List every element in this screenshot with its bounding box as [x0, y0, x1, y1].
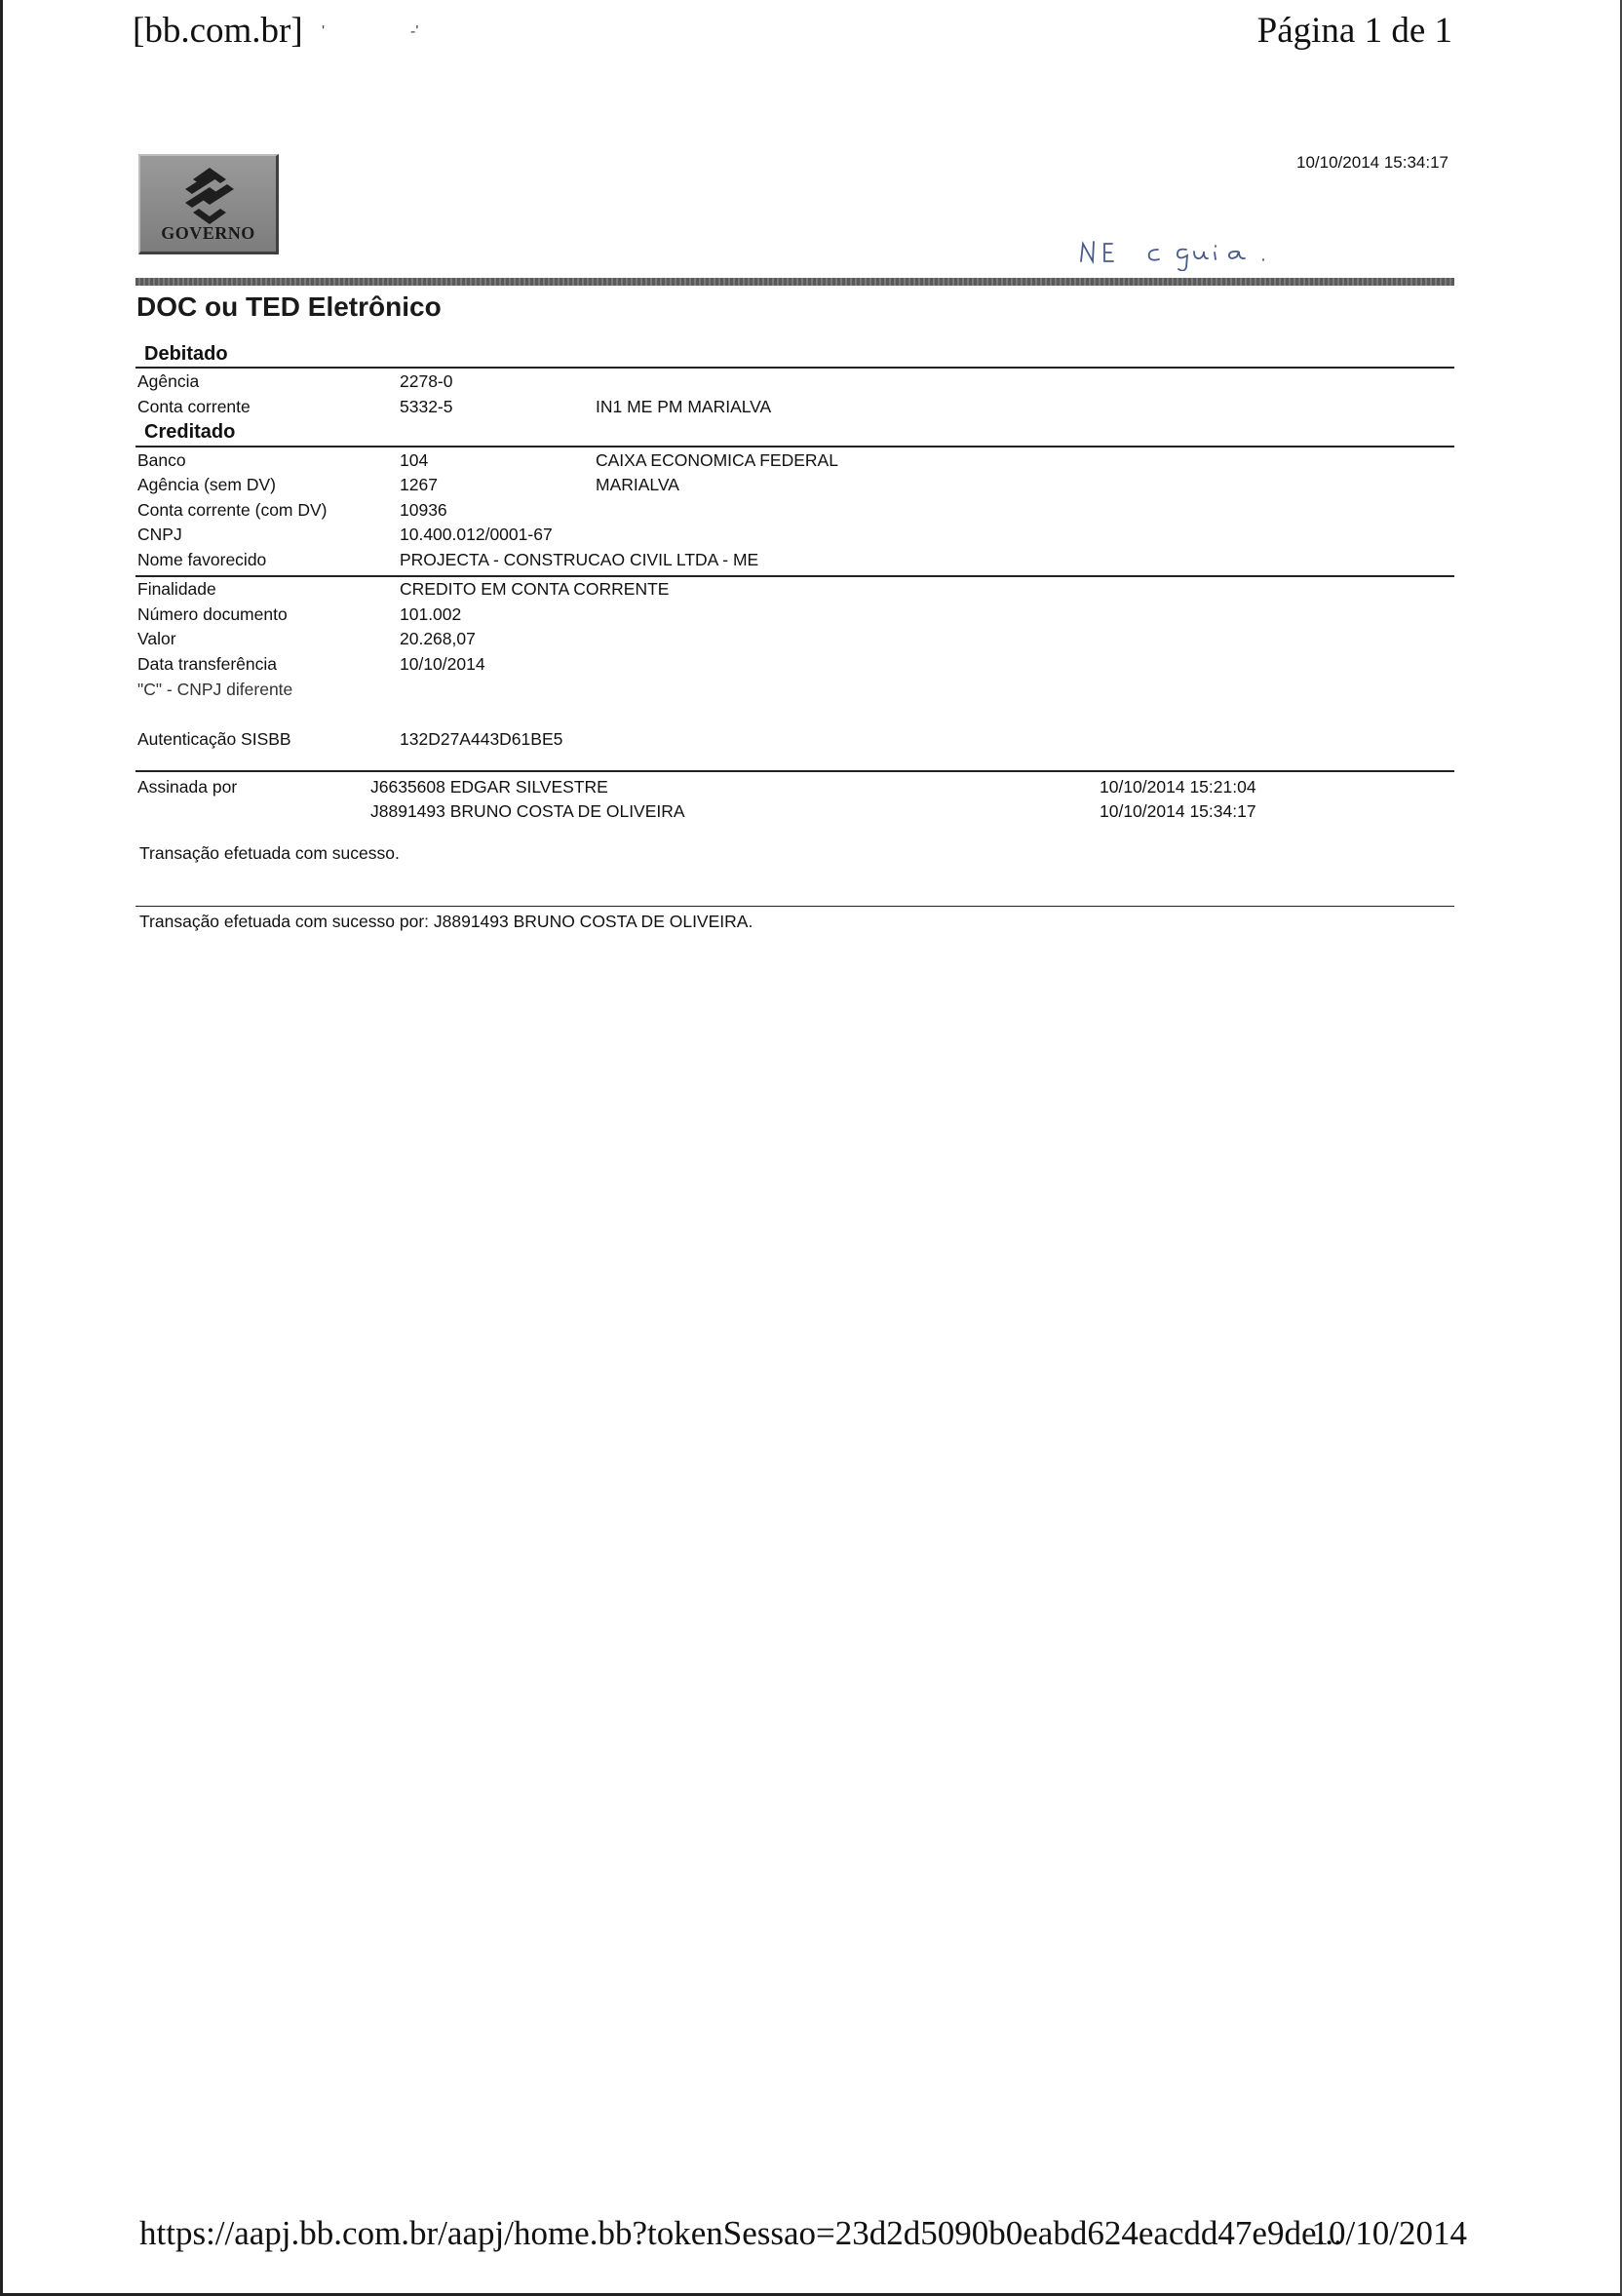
signer-name: J6635608 EDGAR SILVESTRE — [370, 777, 608, 797]
field-value: 1267 — [400, 475, 438, 494]
field-value: 10936 — [400, 500, 447, 520]
field-value: 2278-0 — [400, 371, 453, 391]
stray-mark: -' — [410, 23, 419, 40]
field-label: Conta corrente — [137, 397, 251, 416]
field-label: Data transferência — [137, 654, 277, 674]
signer-datetime: 10/10/2014 15:21:04 — [1100, 777, 1256, 797]
field-value: 104 — [400, 450, 429, 470]
field-label: CNPJ — [137, 525, 182, 544]
field-value: 20.268,07 — [400, 629, 476, 648]
status-message: Transação efetuada com sucesso. — [139, 843, 400, 863]
signer-name: J8891493 BRUNO COSTA DE OLIVEIRA — [370, 801, 685, 821]
field-extra: MARIALVA — [596, 475, 679, 494]
field-label: Agência — [137, 371, 200, 391]
section-divider — [135, 770, 1454, 772]
field-label: Agência (sem DV) — [137, 475, 276, 494]
field-value: 101.002 — [400, 604, 462, 624]
field-value: CREDITO EM CONTA CORRENTE — [400, 579, 670, 599]
section-creditado-heading: Creditado — [144, 421, 236, 443]
logo-label: GOVERNO — [161, 223, 255, 243]
field-extra: IN1 ME PM MARIALVA — [596, 397, 772, 416]
status-by-message: Transação efetuada com sucesso por: J8891493 BRUNO COSTA DE OLIVEIRA. — [139, 912, 753, 931]
table-row — [0, 604, 1622, 630]
table-row — [0, 579, 1622, 604]
table-row — [0, 629, 1622, 654]
section-divider — [135, 446, 1454, 448]
section-debitado-heading: Debitado — [144, 343, 228, 365]
document-title: DOC ou TED Eletrônico — [136, 292, 442, 322]
table-row — [0, 371, 1622, 397]
signatures-label: Assinada por — [137, 777, 238, 797]
cnpj-note: "C" - CNPJ diferente — [137, 680, 293, 699]
stray-mark: ' — [322, 23, 326, 40]
section-divider — [135, 367, 1454, 369]
signer-datetime: 10/10/2014 15:34:17 — [1100, 801, 1256, 821]
field-label: Banco — [137, 450, 186, 470]
field-label: Número documento — [137, 604, 288, 624]
table-row — [0, 397, 1622, 422]
field-label: Finalidade — [137, 579, 216, 599]
handwritten-note — [1077, 232, 1331, 276]
header-divider — [135, 278, 1454, 286]
field-value: PROJECTA - CONSTRUCAO CIVIL LTDA - ME — [400, 550, 759, 569]
header-site: [bb.com.br] — [133, 11, 303, 51]
table-row — [0, 475, 1622, 500]
field-extra: CAIXA ECONOMICA FEDERAL — [596, 450, 838, 470]
field-value: 5332-5 — [400, 397, 453, 416]
footer-date: 10/10/2014 — [1311, 2214, 1467, 2252]
field-value: 132D27A443D61BE5 — [400, 729, 563, 749]
section-divider — [135, 575, 1454, 577]
field-value: 10.400.012/0001-67 — [400, 525, 553, 544]
header-page-number: Página 1 de 1 — [1256, 11, 1452, 51]
bank-logo — [138, 154, 279, 254]
field-label: Autenticação SISBB — [137, 729, 291, 749]
footer-url: https://aapj.bb.com.br/aapj/home.bb?tokenSessao=23d2d5090b0eabd624eacdd47e9de... — [139, 2214, 1342, 2252]
banco-do-brasil-icon — [177, 164, 242, 228]
table-row — [0, 550, 1622, 575]
field-value: 10/10/2014 — [400, 654, 485, 674]
field-label: Conta corrente (com DV) — [137, 500, 328, 520]
table-row — [0, 525, 1622, 550]
table-row — [0, 500, 1622, 525]
table-row — [0, 450, 1622, 476]
print-timestamp: 10/10/2014 15:34:17 — [1296, 153, 1448, 172]
table-row — [0, 729, 1622, 755]
field-label: Valor — [137, 629, 176, 648]
table-row — [0, 654, 1622, 680]
section-divider — [135, 906, 1454, 907]
field-label: Nome favorecido — [137, 550, 267, 569]
